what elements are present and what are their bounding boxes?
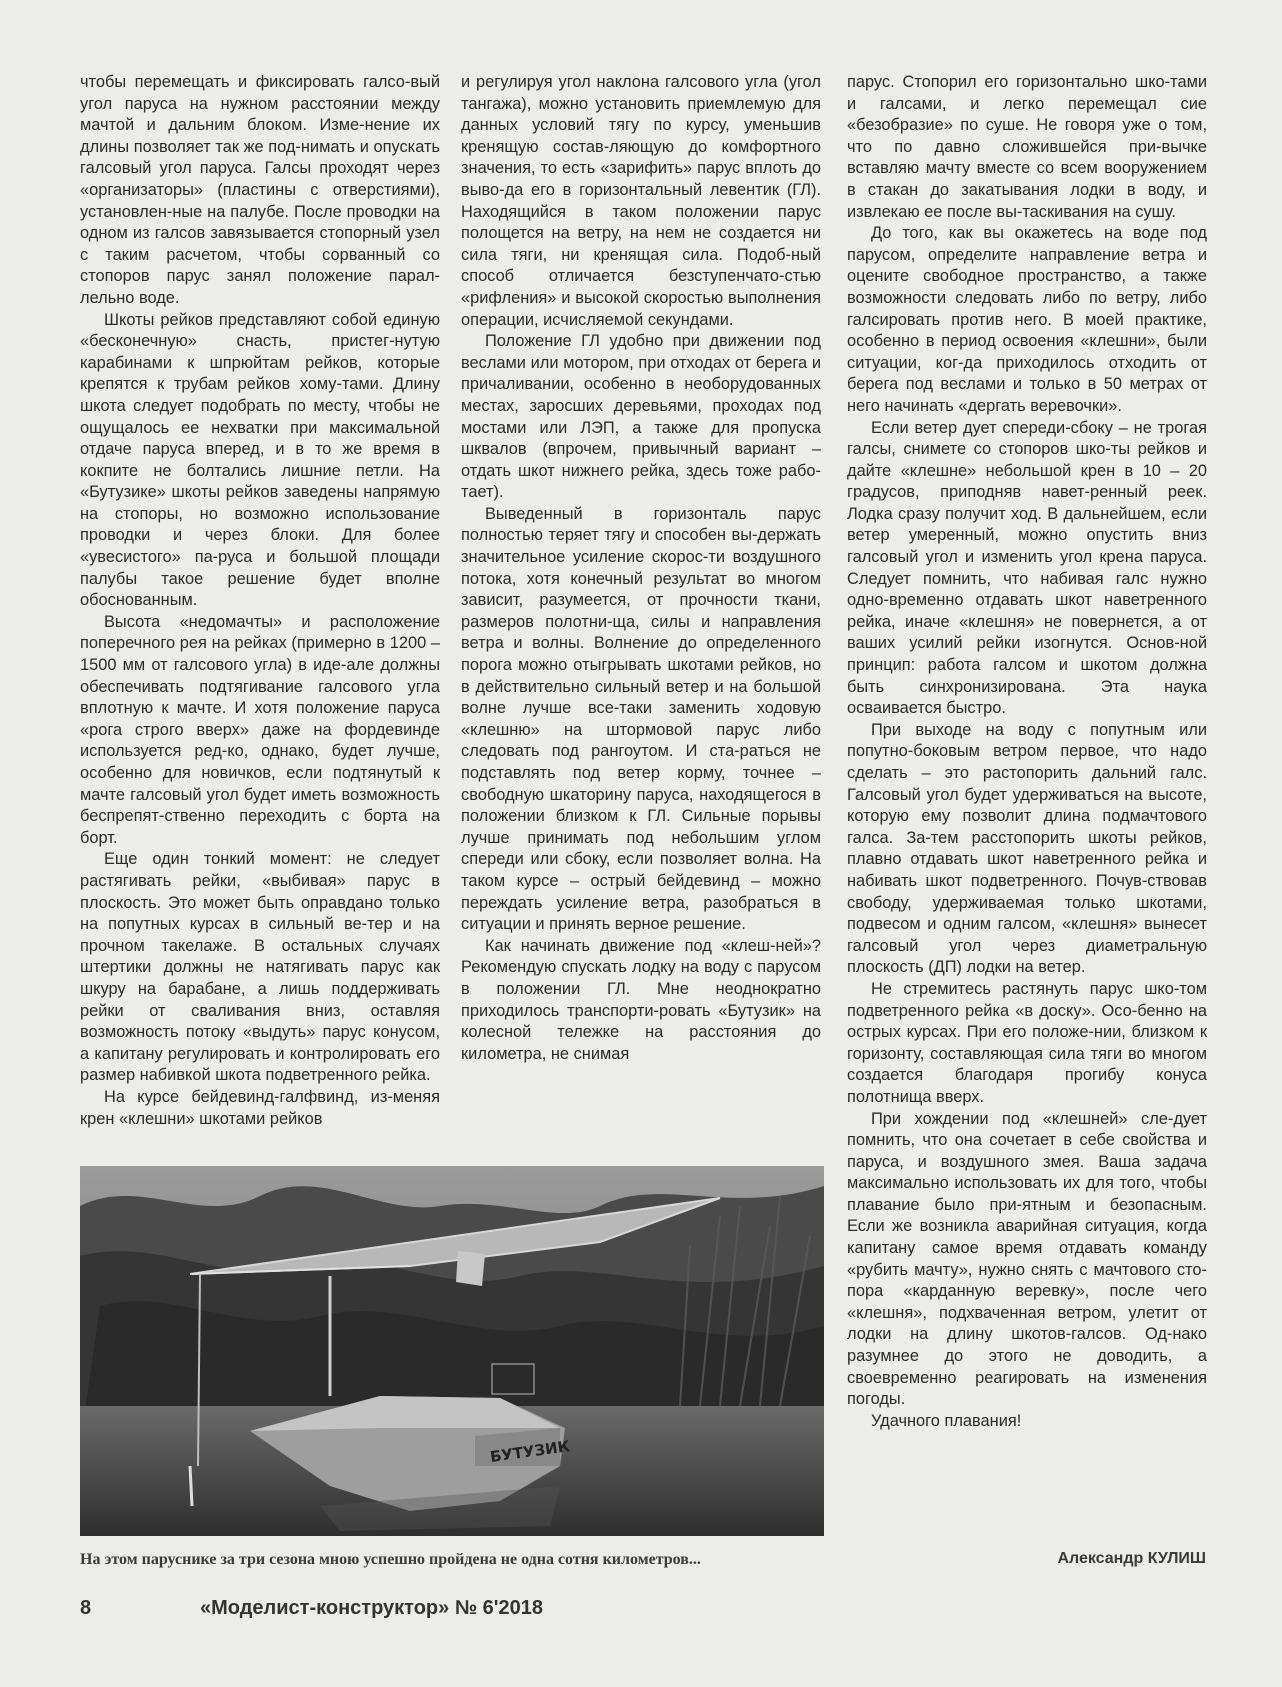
paragraph: Не стремитесь растянуть парус шко-том подветренного рейка «в доску». Осо-бенно на острых курсах. При его положе-нии, близком к горизонту, составляющая сила тяги во многом создается благодаря прогибу конуса полотнища вверх. [847, 979, 1207, 1106]
paragraph: Как начинать движение под «клеш-ней»? Рекомендую спускать лодку на воду с парусом в положении ГЛ. Мне неоднократно приходилось транспорти-ровать «Бутузик» на колесной тележке на расстояния до километра, не снимая [461, 936, 821, 1063]
paragraph: При выходе на воду с попутным или попутно-боковым ветром первое, что надо сделать – это растопорить дальний галс. Галсовый угол будет удерживаться на высоте, которую ему позволит длина подмачтового галса. За-тем расстопорить шкоты рейков, плавно отдавать шкот наветренного рейка и набивать шкот подветренного. Почув-ствовав свободу, удерживаемая только шкотами, подвесом и одним галсом, «клешня» вынесет галсовый угол через диаметральную плоскость (ДП) лодки на ветер. [847, 720, 1207, 977]
paragraph: Положение ГЛ удобно при движении под веслами или мотором, при отходах от берега и причаливании, особенно в необорудованных местах, заросших деревьями, проходах под мостами или ЛЭП, а также для пропуска шквалов (впрочем, привычный вариант – отдать шкот нижнего рейка, здесь тоже рабо-тает). [461, 332, 821, 502]
article-column-3 [847, 72, 1207, 1432]
magazine-footer: «Моделист-конструктор» № 6'2018 [200, 1597, 544, 1619]
article-column-2 [461, 72, 821, 1065]
paragraph: и регулируя угол наклона галсового угла (угол тангажа), можно установить приемлемую для данных условий тягу по курсу, уменьшив кренящую состав-ляющую до комфортного значения, то есть «зарифить» парус вплоть до выво-да его в горизонтальный левентик (ГЛ). Находящийся в таком положении парус полощется на ветру, на нем не создается ни сила тяги, ни кренящая сила. Подоб-ный способ отличается безступенчато-стью «рифления» и высокой скоростью выполнения операции, исчисляемой секундами. [461, 73, 821, 329]
paragraph: Выведенный в горизонталь парус полностью теряет тягу и способен вы-держать значительное усиление скорос-ти воздушного потока, хотя конечный результат во многом зависит, разумеется, от прочности ткани, размеров полотни-ща, силы и направления ветра и волны. Волнение до определенного порога можно отыгрывать шкотами рейков, но в действительно сильный ветер и на большой волне лучше все-таки заменить ходовую «клешню» на штормовой парус либо следовать под рангоутом. И ста-раться не подставлять под ветер корму, точнее – свободную шкаторину паруса, находящегося в положении близком к ГЛ. Сильные порывы лучше принимать под небольшим углом спереди или сбоку, если позволяет волна. На таком курсе – острый бейдевинд – можно переждать усиление ветра, разобраться в ситуации и принять верное решение. [461, 504, 821, 934]
paragraph: Еще один тонкий момент: не следует растягивать рейки, «выбивая» парус в плоскость. Это может быть оправдано только на попутных курсах в сильный ве-тер и на прочном такелаже. В остальных случаях штертики должны не натягивать парус как шкуру на барабане, а лишь поддерживать рейки от сваливания вниз, оставляя возможность потоку «выдуть» парус конусом, а капитану регулировать и контролировать его размер набивкой шкота подветренного рейка. [80, 850, 440, 1085]
paragraph: Если ветер дует спереди-сбоку – не трогая галсы, снимете со стопоров шко-ты рейков и дайте «клешне» небольшой крен в 10 – 20 градусов, приподняв навет-ренный реек. Лодка сразу получит ход. В дальнейшем, если ветер умеренный, можно опустить вниз галсовый угол и изменить угол крена паруса. Следует помнить, что набивая галс нужно одно-временно отдавать шкот наветренного рейка, иначе «клешня» не повернется, а от ваших усилий рейки изогнутся. Основ-ной принцип: работа галсом и шкотом должна быть синхронизирована. Эта наука осваивается быстро. [847, 418, 1207, 718]
sailboat-photo [80, 1166, 824, 1536]
sailboat-illustration [80, 1166, 824, 1536]
paragraph: Удачного плавания! [871, 1411, 1022, 1430]
article-column-1 [80, 72, 440, 1130]
article-author: Александр КУЛИШ [1057, 1550, 1206, 1567]
page-number: 8 [80, 1597, 92, 1619]
photo-caption: На этом паруснике за три сезона мною успешно пройдена не одна сотня километров... [80, 1551, 701, 1568]
paragraph: парус. Стопорил его горизонтально шко-тами и галсами, и легко перемещал сие «безобразие» по суше. Не говоря уже о том, что по давно сложившейся при-вычке вставляю мачту вместе со всем вооружением в стакан до закатывания лодки в воду, и извлекаю ее после вы-таскивания на сушу. [847, 73, 1207, 221]
paragraph: При хождении под «клешней» сле-дует помнить, что она сочетает в себе свойства и паруса, и воздушного змея. Ваша задача максимально использовать их для того, чтобы плавание было при-ятным и безопасным. Если же возникла аварийная ситуация, когда капитану самое время отдавать команду «рубить мачту», нужно снять с мачтового сто-пора «карданную веревку», после чего «клешня», подхваченная ветром, улетит от лодки на длину шкотов-галсов. Од-нако разумнее до этого не доводить, а своевременно реагировать на изменения погоды. [847, 1109, 1207, 1409]
boat-name-label: БУТУЗИК [488, 1437, 571, 1467]
paragraph: На курсе бейдевинд-галфвинд, из-меняя крен «клешни» шкотами рейков [80, 1087, 440, 1128]
paragraph: До того, как вы окажетесь на воде под парусом, определите направление ветра и оцените свободное пространство, а также возможности следовать либо по ветру, либо галсировать против него. В моей практике, особенно в период освоения «клешни», были ситуации, ког-да приходилось отходить от берега под веслами и только в 50 метрах от него начинать «дергать веревочки». [847, 224, 1207, 415]
paragraph: Шкоты рейков представляют собой единую «бесконечную» снасть, пристег-нутую карабинами к шпрюйтам рейков, которые крепятся к трубам рейков хому-тами. Длину шкота следует подобрать по месту, чтобы не ощущалось ее нехватки при максимальной отдаче паруса вперед, и в то же время в кокпите не болтались лишние петли. На «Бутузике» шкоты рейков заведены напрямую на стопоры, но возможно использование проводки и через блоки. Для более «увесистого» па-руса и большой площади палубы такое решение будет вполне обоснованным. [80, 310, 440, 610]
paragraph: чтобы перемещать и фиксировать галсо-вый угол паруса на нужном расстоянии между мачтой и дальним блоком. Изме-нение их длины позволяет так же под-нимать и опускать галсовый угол паруса. Галсы проходят через «организаторы» (пластины с отверстиями), установлен-ные на палубе. После проводки на одном из галсов завязывается стопорный узел с таким расчетом, чтобы сорванный со стопоров парус занял положение парал-лельно воде. [80, 73, 440, 307]
paragraph: Высота «недомачты» и расположение поперечного рея на рейках (примерно в 1200 – 1500 мм от галсового угла) в иде-але должны обеспечивать подтягивание галсового угла вплотную к мачте. И хотя положение паруса «рога строго вверх» даже на фордевинде используется ред-ко, однако, будет лучше, особенно для новичков, если подтянутый к мачте галсовый угол будет иметь возможность беспрепят-ственно переходить с борта на борт. [80, 612, 440, 847]
